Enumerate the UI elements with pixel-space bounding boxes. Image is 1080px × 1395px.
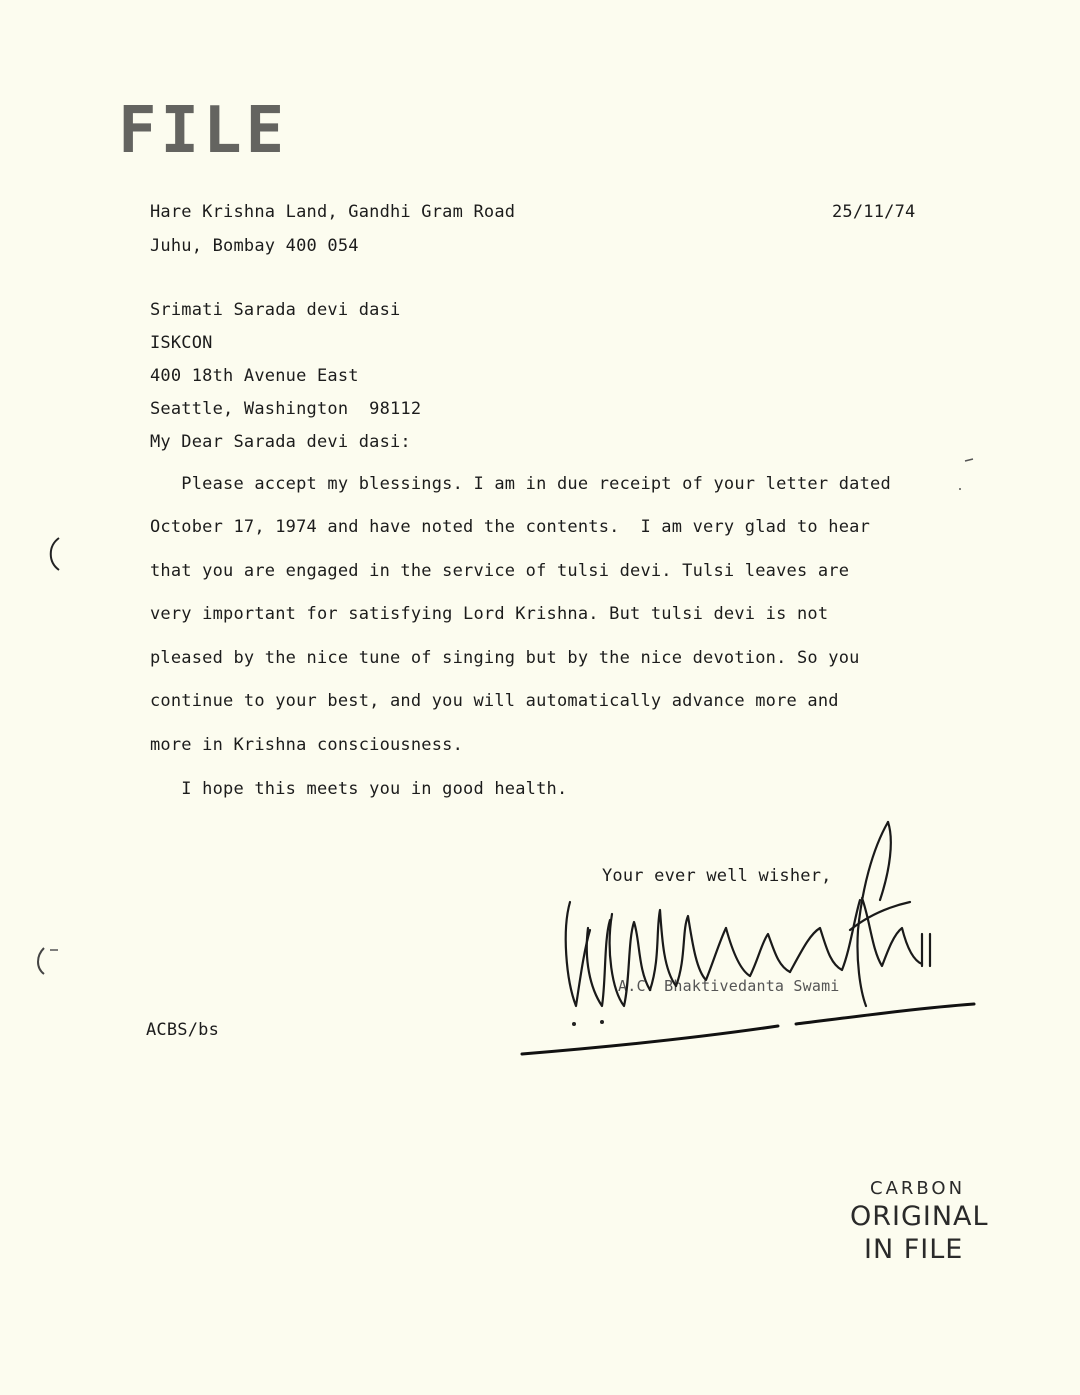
body-line: continue to your best, and you will automatically advance more and [150,691,839,711]
left-margin-hole-mark [34,944,64,978]
letterhead-address-line-1: Hare Krishna Land, Gandhi Gram Road [150,202,516,222]
letterhead-address-line-2: Juhu, Bombay 400 054 [150,236,359,256]
body-line: I hope this meets you in good health. [150,779,568,799]
recipient-street: 400 18th Avenue East [150,366,359,386]
left-margin-bracket-mark [44,536,64,572]
body-line: very important for satisfying Lord Krishna. But tulsi devi is not [150,604,829,624]
carbon-stamp-line-1: CARBON [870,1178,966,1199]
right-margin-speck-mark [955,455,975,495]
recipient-organization: ISKCON [150,333,213,353]
recipient-city: Seattle, Washington 98112 [150,399,422,419]
carbon-stamp-line-3: IN FILE [864,1234,964,1265]
body-line: more in Krishna consciousness. [150,735,464,755]
letter-date: 25/11/74 [832,202,916,222]
handwritten-signature [510,810,980,1070]
carbon-stamp [850,1178,990,1266]
typist-initials: ACBS/bs [146,1020,220,1040]
salutation: My Dear Sarada devi dasi: [150,432,411,452]
body-line: that you are engaged in the service of tulsi devi. Tulsi leaves are [150,561,850,581]
body-line: October 17, 1974 and have noted the contents. I am very glad to hear [150,517,871,537]
body-line: Please accept my blessings. I am in due receipt of your letter dated [150,474,891,494]
file-stamp: FILE [118,94,289,168]
body-line: pleased by the nice tune of singing but by the nice devotion. So you [150,648,860,668]
typed-signature-name: A.C. Bhaktivedanta Swami [618,977,840,995]
closing: Your ever well wisher, [602,866,832,886]
carbon-stamp-line-2: ORIGINAL [850,1201,989,1232]
recipient-name: Srimati Sarada devi dasi [150,300,401,320]
